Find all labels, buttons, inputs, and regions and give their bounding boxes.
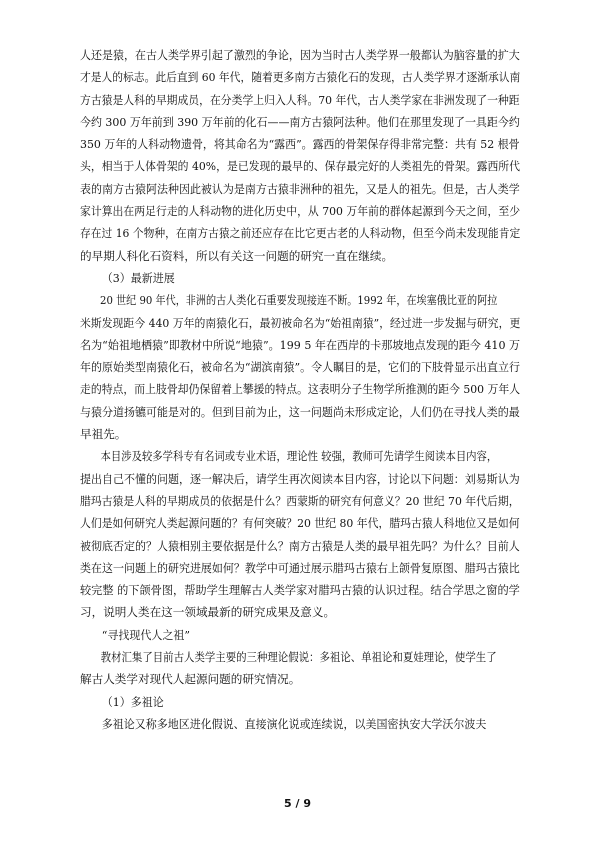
text-line: 被彻底否定的？人猿相别主要依据是什么？南方古猿是人类的最早祖先吗？为什么？目前人 <box>80 538 520 553</box>
text-line: 名为“始祖地栖猿”即教材中所说“地猿”。199 5 年在西岸的卡那坡地点发现的距今 410 万 <box>80 337 521 352</box>
section-heading: （3）最新进展 <box>101 270 175 285</box>
text-line: 习，说明人类在这一领域最新的研究成果及意义。 <box>80 605 336 620</box>
text-line: 表的南方古猿阿法种因此被认为是南方古猿非洲种的祖先，又是人的祖先。但是，古人类学 <box>80 181 520 196</box>
text-line: 类在这一问题上的研究进展如何？教学中可通过展示腊玛古猿右上颌骨复原图、腊玛古猿比 <box>80 560 520 575</box>
section-heading: “寻找现代人之祖” <box>101 627 190 642</box>
section-heading: （1）多祖论 <box>101 694 164 709</box>
page-number: 5 / 9 <box>284 797 311 810</box>
text-line: 提出自己不懂的问题，逐一解决后，请学生再次阅读本目内容，讨论以下问题：刘易斯认为 <box>80 471 520 486</box>
text-line: 与猿分道扬镳可能是对的。但到目前为止，这一问题尚未形成定论，人们仍在寻找人类的最 <box>80 404 520 419</box>
text-line: 解古人类学对现代人起源问题的研究情况。 <box>80 672 301 687</box>
text-line: 350 万年的人科动物遗骨，将其命名为“露西”。露西的骨架保存得非常完整：共有 52 根骨 <box>80 137 520 152</box>
text-line: 家计算出在两足行走的人科动物的进化历史中，从 700 万年前的群体起源到今天之间，至少 <box>80 204 521 219</box>
text-line: 方古猿是人科的早期成员，在分类学上归入人科。70 年代，古人类学家在非洲发现了一种距 <box>80 92 520 107</box>
text-line: 人还是猿，在古人类学界引起了激烈的争论，因为当时古人类学界一般都认为脑容量的扩大 <box>80 48 520 62</box>
text-line: 本目涉及较多学科专有名词或专业术语，理论性 较强，教师可先请学生阅读本目内容， <box>100 449 498 464</box>
text-line: 腊玛古猿是人科的早期成员的依据是什么？西蒙斯的研究有何意义？20 世纪 70 年代后期， <box>80 493 520 508</box>
text-line: 年的原始类型南猿化石，被命名为“湖滨南猿”。令人瞩目的是，它们的下肢骨显示出直立行 <box>80 360 521 375</box>
text-line: 头，相当于人体骨架的 40%，是已发现的最早的、保存最完好的人类祖先的骨架。露西所代 <box>80 159 521 174</box>
text-line: 较完整 的下颌骨图，帮助学生理解古人类学家对腊玛古猿的认识过程。结合学思之窗的学 <box>80 583 520 598</box>
text-line: 教材汇集了目前古人类学主要的三种理论假说：多祖论、单祖论和夏娃理论，使学生了 <box>100 650 497 665</box>
text-line: 早祖先。 <box>80 427 127 442</box>
text-line: 多祖论又称多地区进化假说、直接演化说或连续说，以美国密执安大学沃尔波夫 <box>101 716 487 731</box>
text-line: 存在过 16 个物种，在南方古猿之前还应存在比它更古老的人科动物，但至今尚未发现能肯定 <box>80 226 521 241</box>
text-line: 20 世纪 90 年代，非洲的古人类化石重要发现接连不断。1992 年，在埃塞俄比亚的阿拉 <box>100 293 498 308</box>
text-line: 走的特点，而上肢骨却仍保留着上攀援的特点。这表明分子生物学所推测的距今 500 万年人 <box>80 382 521 397</box>
text-line: 人们是如何研究人类起源问题的？有何突破？20 世纪 80 年代，腊玛古猿人科地位又是如何 <box>80 516 520 531</box>
text-line: 米斯发现距今 440 万年的南猿化石，最初被命名为“始祖南猿”，经过进一步发掘与研究，更 <box>80 315 521 330</box>
text-line: 今约 300 万年前到 390 万年前的化石——南方古猿阿法种。他们在那里发现了一具距今约 <box>80 114 520 129</box>
text-line: 的早期人科化石资料，所以有关这一问题的研究一直在继续。 <box>80 248 394 263</box>
body-text <box>80 44 520 735</box>
text-line: 才是人的标志。此后直到 60 年代，随着更多南方古猿化石的发现，古人类学界才逐渐承认南 <box>80 70 521 85</box>
